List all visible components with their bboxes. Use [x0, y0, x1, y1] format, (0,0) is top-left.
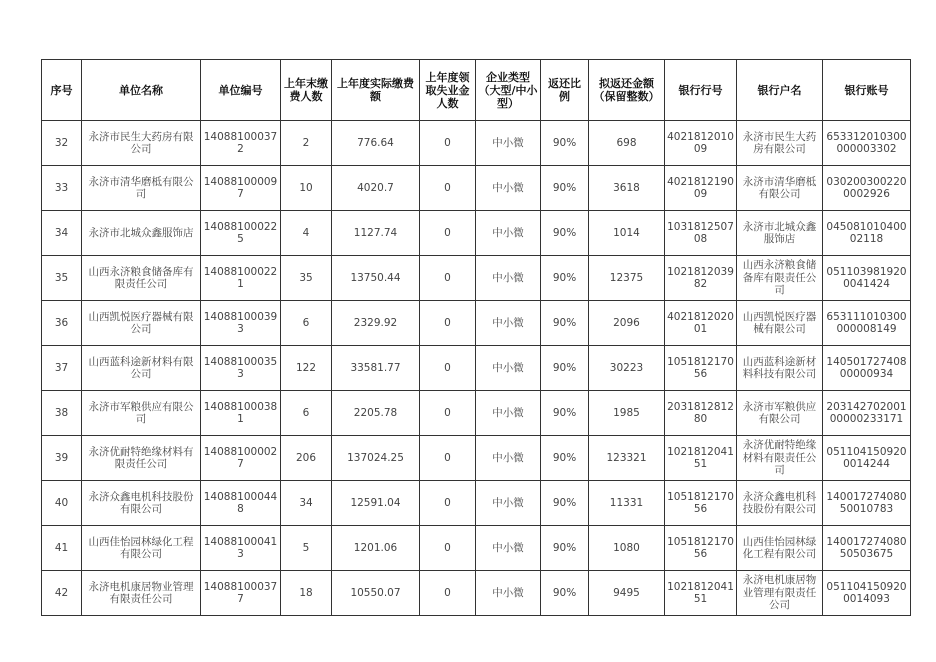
refund-amount-cell: 698	[589, 121, 665, 166]
bank-number-cell: 105181217056	[665, 346, 737, 391]
refund-amount-cell: 1014	[589, 211, 665, 256]
paid-amount-cell: 776.64	[332, 121, 420, 166]
headcount-cell: 2	[281, 121, 332, 166]
company-name-cell: 永济市军粮供应有限公司	[82, 391, 201, 436]
row-number-cell: 40	[42, 481, 82, 526]
account-number-cell: 653111010300000008149	[823, 301, 911, 346]
refund-ratio-cell: 90%	[541, 481, 589, 526]
row-number-cell: 37	[42, 346, 82, 391]
company-name-cell: 永济电机康居物业管理有限责任公司	[82, 571, 201, 616]
company-code-cell: 140881000097	[201, 166, 281, 211]
header-cell: 上年末缴费人数	[281, 60, 332, 121]
account-number-cell: 0511041509200014244	[823, 436, 911, 481]
company-type-cell: 中小微	[476, 211, 541, 256]
company-name-cell: 永济众鑫电机科技股份有限公司	[82, 481, 201, 526]
header-cell: 上年度领取失业金人数	[420, 60, 476, 121]
account-name-cell: 永济市北城众鑫服饰店	[737, 211, 823, 256]
headcount-cell: 122	[281, 346, 332, 391]
row-number-cell: 35	[42, 256, 82, 301]
header-cell: 上年度实际缴费额	[332, 60, 420, 121]
refund-ratio-cell: 90%	[541, 571, 589, 616]
table-row	[42, 211, 911, 256]
headcount-cell: 35	[281, 256, 332, 301]
bank-number-cell: 102181204151	[665, 571, 737, 616]
company-name-cell: 山西蓝科途新材料有限公司	[82, 346, 201, 391]
unemployment-count-cell: 0	[420, 436, 476, 481]
paid-amount-cell: 1127.74	[332, 211, 420, 256]
table-row	[42, 346, 911, 391]
refund-ratio-cell: 90%	[541, 211, 589, 256]
refund-ratio-cell: 90%	[541, 346, 589, 391]
account-number-cell: 0302003002200002926	[823, 166, 911, 211]
account-number-cell: 653312010300000003302	[823, 121, 911, 166]
company-type-cell: 中小微	[476, 436, 541, 481]
account-number-cell: 14001727408050010783	[823, 481, 911, 526]
company-type-cell: 中小微	[476, 301, 541, 346]
company-type-cell: 中小微	[476, 571, 541, 616]
row-number-cell: 42	[42, 571, 82, 616]
headcount-cell: 5	[281, 526, 332, 571]
company-code-cell: 140881000393	[201, 301, 281, 346]
account-number-cell: 04508101040002118	[823, 211, 911, 256]
company-code-cell: 140881000377	[201, 571, 281, 616]
bank-number-cell: 203181281280	[665, 391, 737, 436]
company-type-cell: 中小微	[476, 346, 541, 391]
table-row	[42, 481, 911, 526]
refund-amount-cell: 9495	[589, 571, 665, 616]
paid-amount-cell: 13750.44	[332, 256, 420, 301]
table-row	[42, 301, 911, 346]
refund-ratio-cell: 90%	[541, 436, 589, 481]
refund-amount-cell: 11331	[589, 481, 665, 526]
refund-amount-cell: 1080	[589, 526, 665, 571]
company-type-cell: 中小微	[476, 391, 541, 436]
refund-ratio-cell: 90%	[541, 526, 589, 571]
account-name-cell: 永济市民生大药房有限公司	[737, 121, 823, 166]
paid-amount-cell: 1201.06	[332, 526, 420, 571]
header-cell: 返还比例	[541, 60, 589, 121]
refund-amount-cell: 30223	[589, 346, 665, 391]
company-type-cell: 中小微	[476, 121, 541, 166]
bank-number-cell: 103181250708	[665, 211, 737, 256]
bank-number-cell: 102181204151	[665, 436, 737, 481]
row-number-cell: 33	[42, 166, 82, 211]
paid-amount-cell: 4020.7	[332, 166, 420, 211]
unemployment-count-cell: 0	[420, 391, 476, 436]
account-name-cell: 山西凯悦医疗器械有限公司	[737, 301, 823, 346]
row-number-cell: 36	[42, 301, 82, 346]
bank-number-cell: 402181201009	[665, 121, 737, 166]
company-code-cell: 140881000027	[201, 436, 281, 481]
headcount-cell: 206	[281, 436, 332, 481]
company-name-cell: 山西永济粮食储备库有限责任公司	[82, 256, 201, 301]
company-code-cell: 140881000413	[201, 526, 281, 571]
header-cell: 企业类型（大型/中小型）	[476, 60, 541, 121]
headcount-cell: 34	[281, 481, 332, 526]
company-code-cell: 140881000221	[201, 256, 281, 301]
paid-amount-cell: 137024.25	[332, 436, 420, 481]
company-type-cell: 中小微	[476, 256, 541, 301]
table-row	[42, 256, 911, 301]
refund-ratio-cell: 90%	[541, 256, 589, 301]
row-number-cell: 41	[42, 526, 82, 571]
company-name-cell: 永济市清华磨柢有限公司	[82, 166, 201, 211]
bank-number-cell: 402181202001	[665, 301, 737, 346]
refund-amount-cell: 123321	[589, 436, 665, 481]
refund-ratio-cell: 90%	[541, 391, 589, 436]
headcount-cell: 10	[281, 166, 332, 211]
unemployment-count-cell: 0	[420, 301, 476, 346]
header-cell: 银行账号	[823, 60, 911, 121]
paid-amount-cell: 33581.77	[332, 346, 420, 391]
unemployment-count-cell: 0	[420, 571, 476, 616]
refund-ratio-cell: 90%	[541, 121, 589, 166]
headcount-cell: 4	[281, 211, 332, 256]
account-name-cell: 山西永济粮食储备库有限责任公司	[737, 256, 823, 301]
refund-ratio-cell: 90%	[541, 301, 589, 346]
refund-amount-cell: 2096	[589, 301, 665, 346]
refund-amount-cell: 3618	[589, 166, 665, 211]
company-code-cell: 140881000225	[201, 211, 281, 256]
header-row	[42, 60, 911, 121]
account-number-cell: 20314270200100000233171	[823, 391, 911, 436]
company-name-cell: 永济市北城众鑫服饰店	[82, 211, 201, 256]
company-type-cell: 中小微	[476, 166, 541, 211]
account-number-cell: 14050172740800000934	[823, 346, 911, 391]
account-name-cell: 永济市清华磨柢有限公司	[737, 166, 823, 211]
unemployment-count-cell: 0	[420, 211, 476, 256]
header-cell: 单位编号	[201, 60, 281, 121]
refund-ratio-cell: 90%	[541, 166, 589, 211]
table-row	[42, 526, 911, 571]
company-code-cell: 140881000448	[201, 481, 281, 526]
header-cell: 单位名称	[82, 60, 201, 121]
account-number-cell: 0511041509200014093	[823, 571, 911, 616]
refund-amount-cell: 12375	[589, 256, 665, 301]
header-cell: 银行户名	[737, 60, 823, 121]
row-number-cell: 39	[42, 436, 82, 481]
account-name-cell: 山西佳怡园林绿化工程有限公司	[737, 526, 823, 571]
row-number-cell: 38	[42, 391, 82, 436]
refund-amount-cell: 1985	[589, 391, 665, 436]
headcount-cell: 6	[281, 301, 332, 346]
bank-number-cell: 102181203982	[665, 256, 737, 301]
unemployment-count-cell: 0	[420, 256, 476, 301]
account-number-cell: 14001727408050503675	[823, 526, 911, 571]
company-code-cell: 140881000372	[201, 121, 281, 166]
account-name-cell: 永济电机康居物业管理有限责任公司	[737, 571, 823, 616]
bank-number-cell: 105181217056	[665, 526, 737, 571]
unemployment-count-cell: 0	[420, 526, 476, 571]
company-name-cell: 永济市民生大药房有限公司	[82, 121, 201, 166]
paid-amount-cell: 12591.04	[332, 481, 420, 526]
header-cell: 银行行号	[665, 60, 737, 121]
refund-table	[41, 59, 911, 616]
account-number-cell: 0511039819200041424	[823, 256, 911, 301]
company-code-cell: 140881000353	[201, 346, 281, 391]
account-name-cell: 永济市军粮供应有限公司	[737, 391, 823, 436]
row-number-cell: 32	[42, 121, 82, 166]
account-name-cell: 永济优耐特绝缘材料有限责任公司	[737, 436, 823, 481]
headcount-cell: 18	[281, 571, 332, 616]
company-name-cell: 山西佳怡园林绿化工程有限公司	[82, 526, 201, 571]
paid-amount-cell: 2329.92	[332, 301, 420, 346]
paid-amount-cell: 2205.78	[332, 391, 420, 436]
table-row	[42, 121, 911, 166]
unemployment-count-cell: 0	[420, 481, 476, 526]
unemployment-count-cell: 0	[420, 121, 476, 166]
company-name-cell: 山西凯悦医疗器械有限公司	[82, 301, 201, 346]
unemployment-count-cell: 0	[420, 346, 476, 391]
paid-amount-cell: 10550.07	[332, 571, 420, 616]
account-name-cell: 山西蓝科途新材料科技有限公司	[737, 346, 823, 391]
table-row	[42, 436, 911, 481]
bank-number-cell: 402181219009	[665, 166, 737, 211]
table-row	[42, 166, 911, 211]
table-body	[42, 121, 911, 616]
company-code-cell: 140881000381	[201, 391, 281, 436]
row-number-cell: 34	[42, 211, 82, 256]
company-type-cell: 中小微	[476, 481, 541, 526]
header-cell: 序号	[42, 60, 82, 121]
company-name-cell: 永济优耐特绝缘材料有限责任公司	[82, 436, 201, 481]
headcount-cell: 6	[281, 391, 332, 436]
bank-number-cell: 105181217056	[665, 481, 737, 526]
table-row	[42, 391, 911, 436]
unemployment-count-cell: 0	[420, 166, 476, 211]
account-name-cell: 永济众鑫电机科技股份有限公司	[737, 481, 823, 526]
table-row	[42, 571, 911, 616]
header-cell: 拟返还金额（保留整数）	[589, 60, 665, 121]
company-type-cell: 中小微	[476, 526, 541, 571]
